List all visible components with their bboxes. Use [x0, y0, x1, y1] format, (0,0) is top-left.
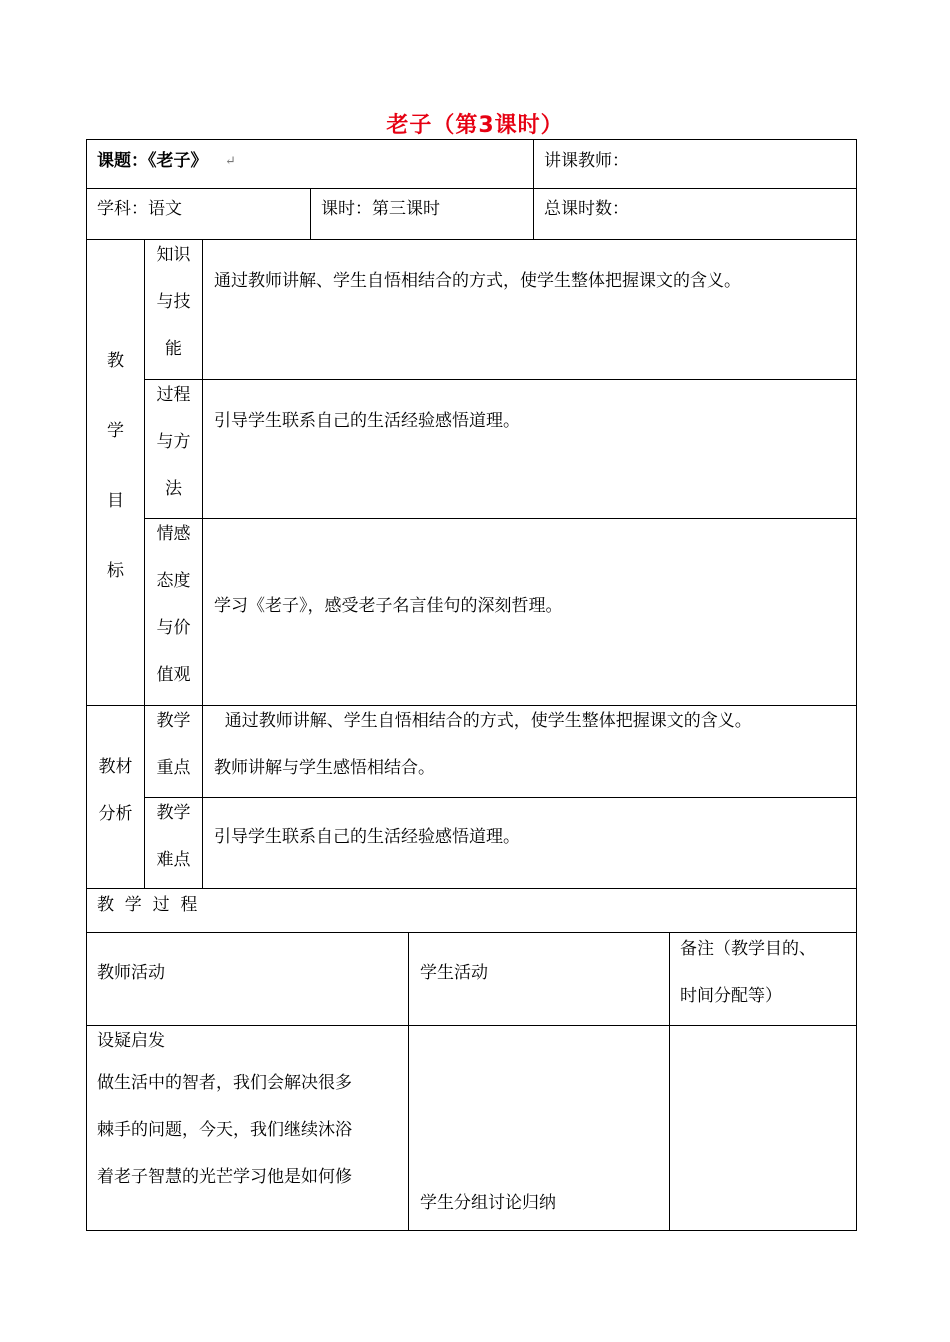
goal-label-process: [144, 379, 203, 519]
notes-label-line: 时间分配等）: [680, 986, 782, 1006]
goal-content-text: 引导学生联系自己的生活经验感悟道理。: [214, 411, 520, 431]
goals-group-char: 标: [107, 561, 124, 581]
notes-label-line: 备注（教学目的、: [680, 939, 816, 959]
topic-label: 课题：《老子》: [97, 151, 208, 171]
teacher-activity-line: 设疑启发: [97, 1031, 165, 1051]
goal-label-line: 态度: [156, 571, 191, 591]
goal-label-line: 能: [165, 339, 182, 359]
period-label: 课时：第三课时: [321, 199, 440, 219]
analysis-label-line: 难点: [156, 850, 191, 870]
notes-cell: [669, 1025, 857, 1231]
student-activity-text: 学生分组讨论归纳: [420, 1193, 556, 1213]
analysis-content-difficulty: [202, 797, 857, 889]
analysis-label-line: 教学: [156, 711, 191, 731]
goal-label-line: 与方: [156, 432, 191, 452]
goal-content-process: [202, 379, 857, 519]
return-mark: ↵: [225, 154, 236, 169]
teacher-cell: [533, 139, 857, 189]
goal-label-knowledge: [144, 239, 203, 380]
goal-content-knowledge: [202, 239, 857, 380]
topic-cell: [86, 139, 534, 189]
analysis-label-difficulty: [144, 797, 203, 889]
student-activity-label: 学生活动: [420, 963, 488, 983]
subject-cell: [86, 188, 311, 240]
goal-content-text: 通过教师讲解、学生自悟相结合的方式，使学生整体把握课文的含义。: [214, 271, 741, 291]
student-activity-cell: [408, 1025, 670, 1231]
goal-content-attitude: [202, 518, 857, 706]
teacher-activity-label: 教师活动: [97, 963, 165, 983]
teacher-activity-line: 棘手的问题，今天，我们继续沐浴: [97, 1120, 352, 1140]
goals-group-char: 教: [107, 351, 124, 371]
teacher-label: 讲课教师：: [544, 151, 629, 171]
goals-group-char: 目: [107, 491, 124, 511]
analysis-group-line: 分析: [98, 804, 133, 824]
goal-label-line: 值观: [156, 665, 191, 685]
goal-label-line: 知识: [156, 245, 191, 265]
teacher-activity-cell: [86, 1025, 409, 1231]
goal-label-line: 过程: [156, 385, 191, 405]
analysis-label-key-point: [144, 705, 203, 798]
analysis-label-line: 教学: [156, 803, 191, 823]
analysis-label-line: 重点: [156, 758, 191, 778]
total-periods-label: 总课时数：: [544, 199, 629, 219]
process-heading-cell: [86, 888, 857, 933]
teacher-activity-header: [86, 932, 409, 1026]
goals-group-cell: [86, 239, 145, 706]
subject-label: 学科：语文: [97, 199, 182, 219]
goals-group-char: 学: [107, 421, 124, 441]
goal-label-line: 与价: [156, 618, 191, 638]
analysis-content-line: 引导学生联系自己的生活经验感悟道理。: [214, 827, 520, 847]
analysis-content-key-point: [202, 705, 857, 798]
page-title: 老子（第3课时）: [386, 113, 564, 138]
goal-label-line: 与技: [156, 292, 191, 312]
student-activity-header: [408, 932, 670, 1026]
notes-header: [669, 932, 857, 1026]
total-periods-cell: [533, 188, 857, 240]
teacher-activity-line: 着老子智慧的光芒学习他是如何修: [97, 1167, 352, 1187]
teacher-activity-line: 做生活中的智者，我们会解决很多: [97, 1073, 352, 1093]
analysis-group-line: 教材: [98, 757, 133, 777]
period-cell: [310, 188, 534, 240]
goal-label-attitude: [144, 518, 203, 706]
goal-label-line: 情感: [156, 524, 191, 544]
analysis-content-line: 通过教师讲解、学生自悟相结合的方式，使学生整体把握课文的含义。: [214, 711, 752, 731]
analysis-content-line: 教师讲解与学生感悟相结合。: [214, 758, 435, 778]
process-heading: 教 学 过 程: [97, 895, 198, 915]
analysis-group-cell: [86, 705, 145, 889]
goal-label-line: 法: [165, 479, 182, 499]
goal-content-text: 学习《老子》，感受老子名言佳句的深刻哲理。: [214, 596, 563, 616]
